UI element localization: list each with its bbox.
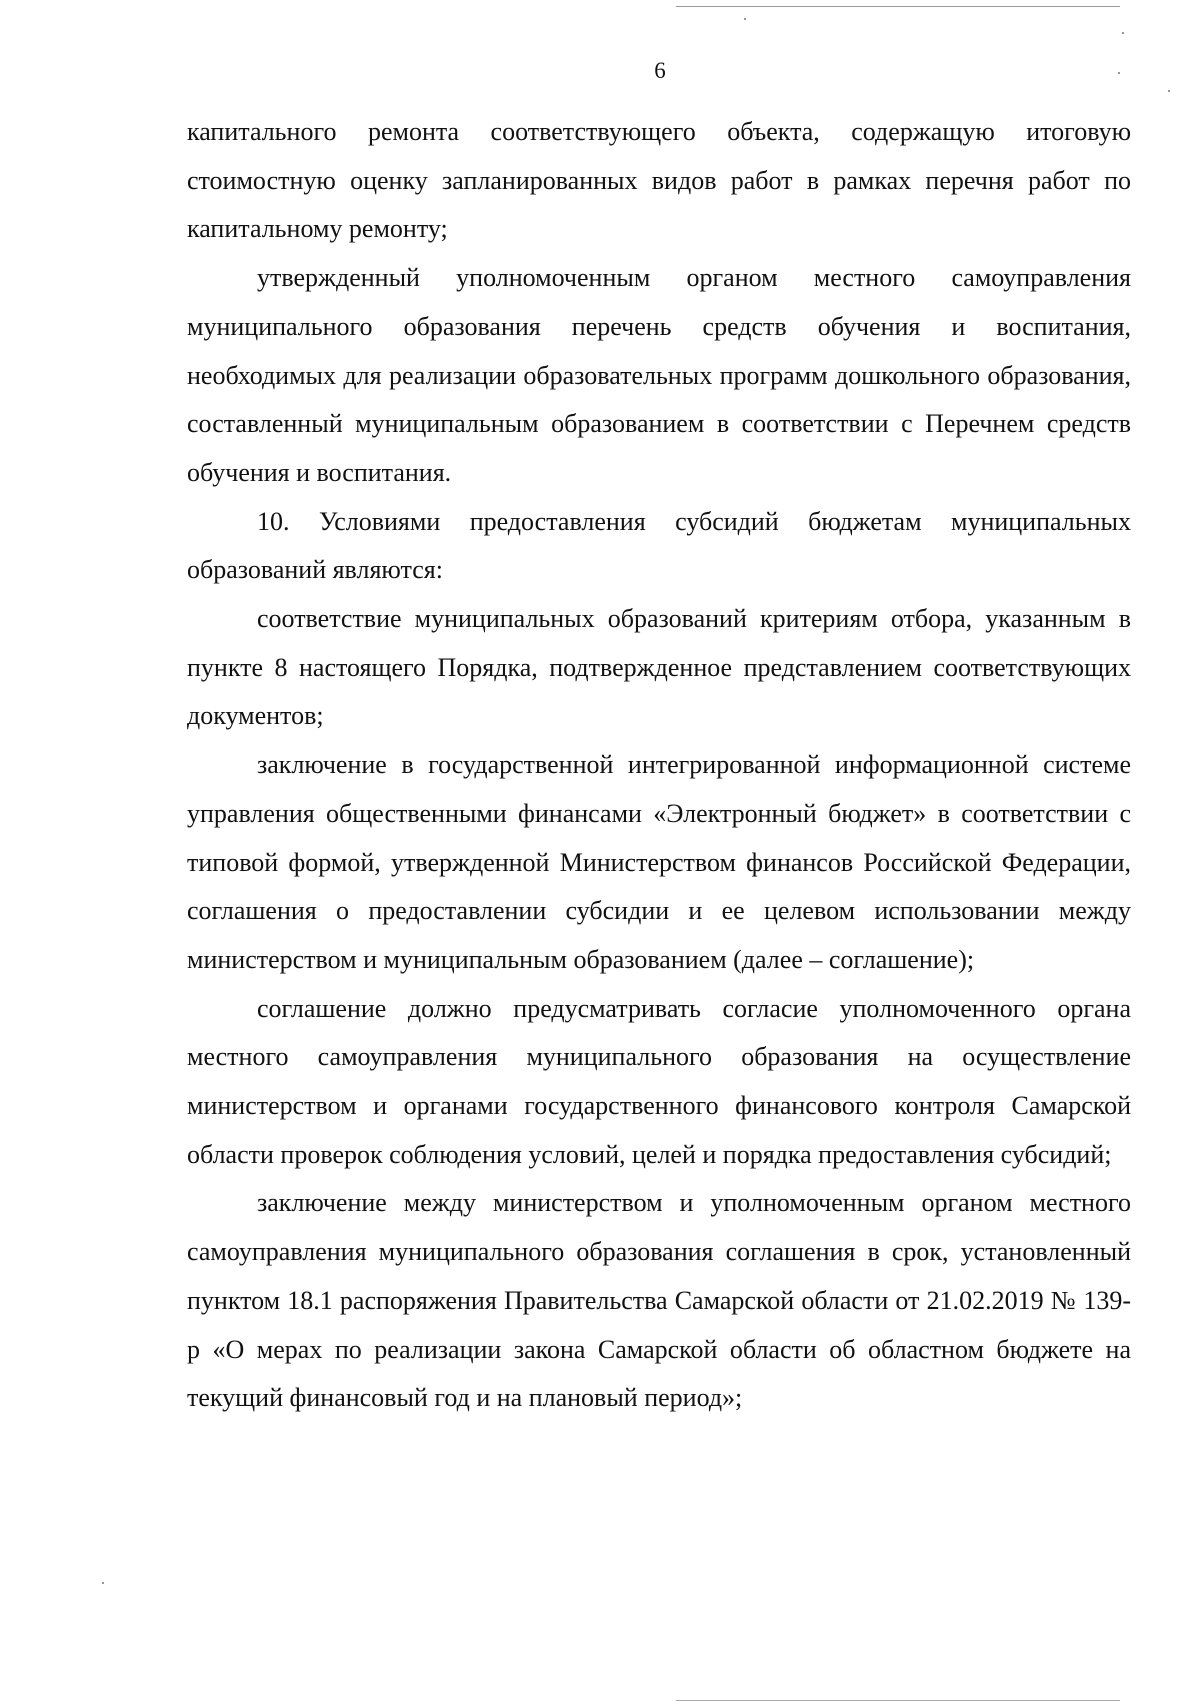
scan-edge-top bbox=[676, 6, 1120, 7]
scan-speck bbox=[1122, 32, 1124, 34]
document-body bbox=[187, 108, 1131, 1423]
scan-speck bbox=[744, 18, 746, 20]
scan-speck bbox=[102, 1582, 104, 1584]
paragraph-selection-criteria: соответствие муниципальных образований критериям отбора, указанным в пункте 8 настоящего Порядка, подтвержденное представлением соответствующих документов; bbox=[187, 604, 1131, 731]
paragraph-electronic-budget-agreement: заключение в государственной интегрированной информационной системе управления общественными финансами «Электронный бюджет» в соответствии с типовой формой, утвержденной Министерством финансов Российской Федерации, соглашения о предоставлении субсидии и ее целевом использовании между министерством и муниципальным образованием (далее – соглашение); bbox=[187, 750, 1131, 974]
scan-edge-bottom bbox=[676, 1700, 1120, 1701]
paragraph-object-repair-cost: капитального ремонта соответствующего объекта, содержащую итоговую стоимостную оценку запланированных видов работ в рамках перечня работ по капитальному ремонту; bbox=[187, 117, 1131, 244]
paragraph-agreement-deadline: заключение между министерством и уполномоченным органом местного самоуправления муниципального образования соглашения в срок, установленный пунктом 18.1 распоряжения Правительства Самарской области от 21.02.2019 № 139-р «О мерах по реализации закона Самарской области об областном бюджете на текущий финансовый год и на плановый период»; bbox=[187, 1188, 1131, 1413]
paragraph-subsidy-conditions-heading: 10. Условиями предоставления субсидий бюджетам муниципальных образований являются: bbox=[187, 506, 1131, 585]
paragraph-education-means-list: утвержденный уполномоченным органом местного самоуправления муниципального образования перечень средств обучения и воспитания, необходимых для реализации образовательных программ дошкольного образования, составленный муниципальным образованием в соответствии с Перечнем средств обучения и воспитания. bbox=[187, 263, 1131, 487]
page-number: 6 bbox=[654, 58, 666, 83]
scan-speck bbox=[1168, 90, 1170, 92]
paragraph-audit-consent: соглашение должно предусматривать согласие уполномоченного органа местного самоуправления муниципального образования на осуществление министерством и органами государственного финансового контроля Самарской области проверок соблюдения условий, целей и порядка предоставления субсидий; bbox=[187, 993, 1131, 1169]
